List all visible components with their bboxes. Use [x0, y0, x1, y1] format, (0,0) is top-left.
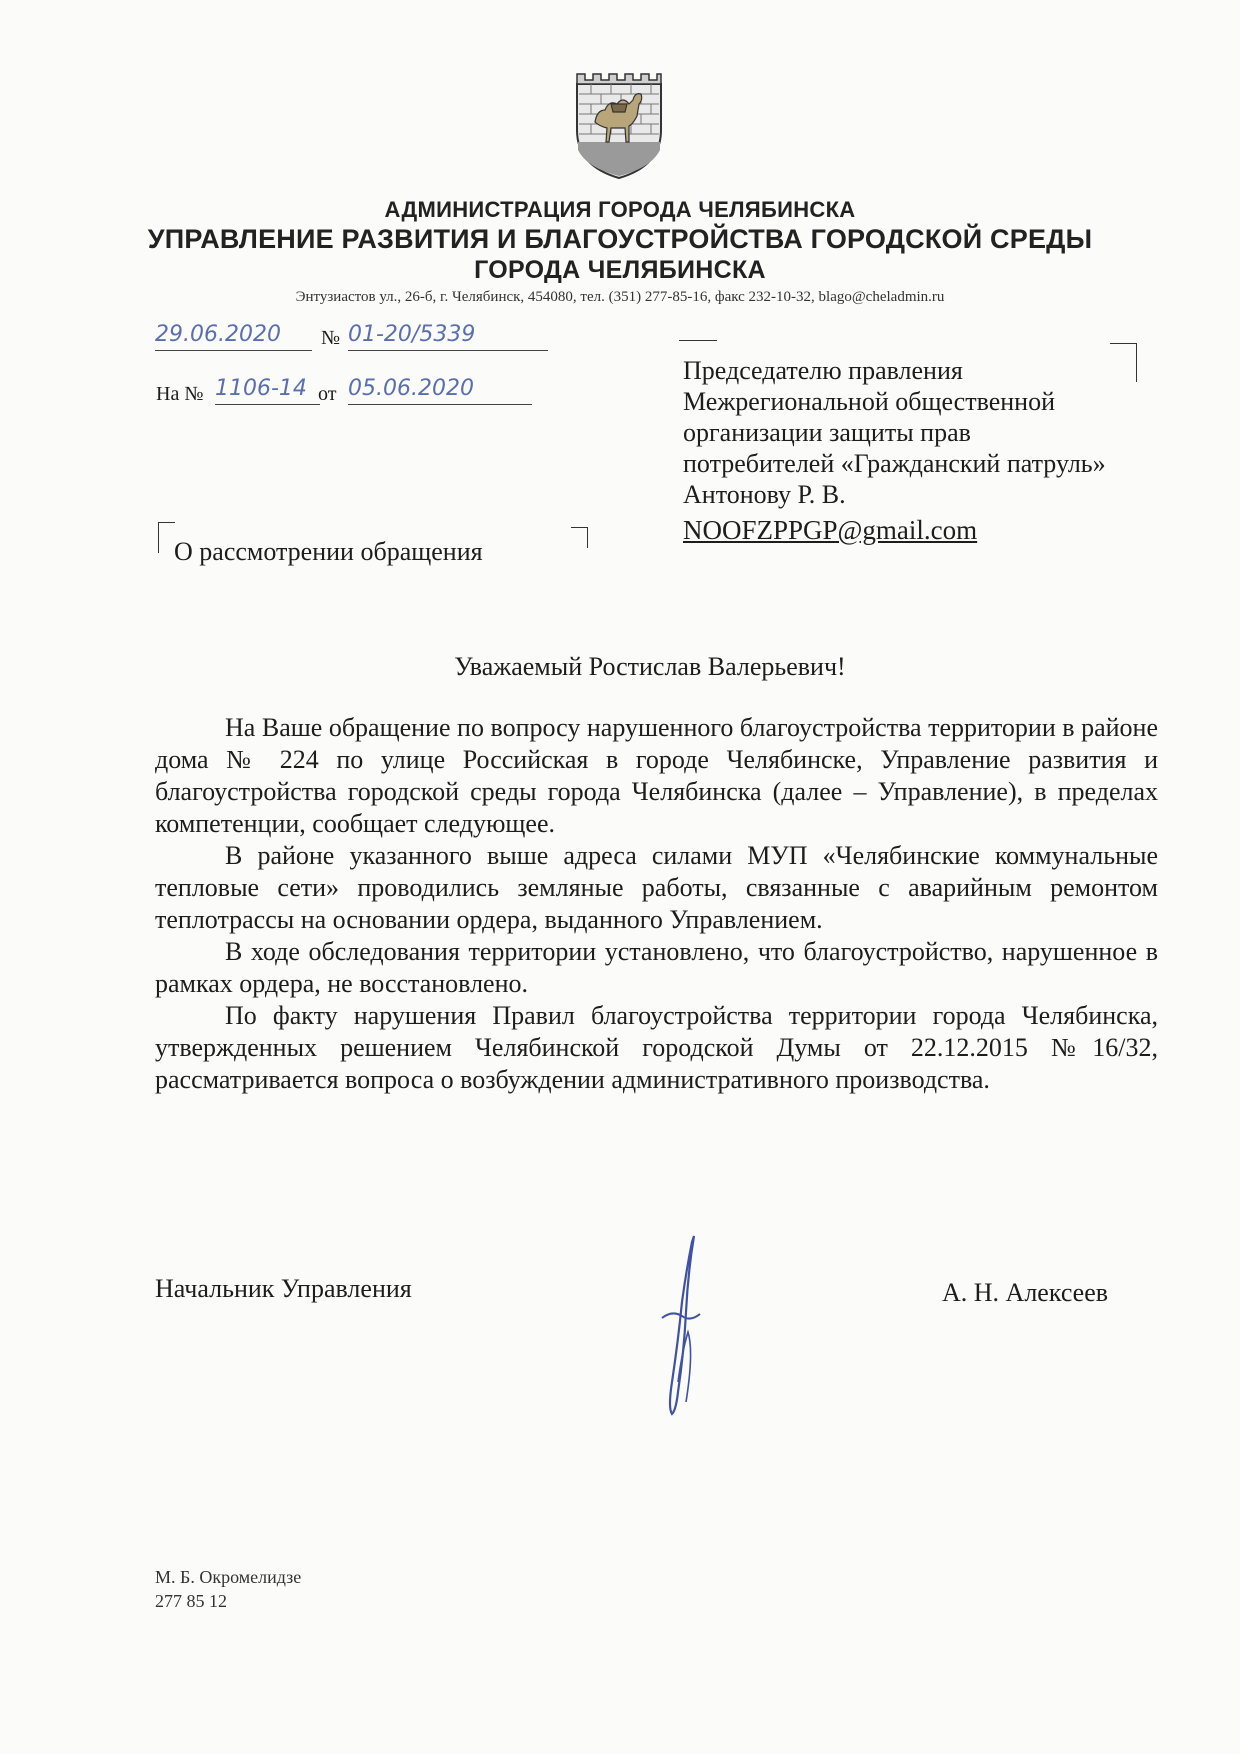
coat-of-arms-emblem — [571, 70, 667, 182]
body-paragraph: На Ваше обращение по вопросу нарушенного благоустройства территории в районе дома № 224 по улице Российская в городе Челябинске, Управление развития и благоустройства городской среды города Челябинска (далее – Управление), в пределах компетенции, сообщает следующее. — [155, 713, 1158, 838]
addressee-line: потребителей «Гражданский патруль» — [683, 449, 1106, 478]
executor-name: М. Б. Окромелидзе — [155, 1567, 302, 1587]
subject-corner-mark-left — [158, 522, 175, 553]
addressee-line: Председателю правления — [683, 356, 963, 385]
registration-number-label: № — [321, 327, 341, 349]
signer-position: Начальник Управления — [155, 1274, 412, 1303]
letter-subject: О рассмотрении обращения — [174, 537, 483, 566]
letter-greeting: Уважаемый Ростислав Валерьевич! — [454, 652, 846, 681]
body-paragraph: По факту нарушения Правил благоустройства территории города Челябинска, утвержденных решением Челябинской городской Думы от 22.12.2015 №16/32, рассматривается вопроса о возбуждении административного производства. — [155, 1001, 1158, 1094]
signer-name: А. Н. Алексеев — [942, 1278, 1109, 1307]
addressee-line: Антонову Р. В. — [683, 480, 846, 509]
letter-body — [155, 712, 1158, 1096]
addressee-corner-mark-left — [679, 340, 717, 341]
addressee-email: NOOFZPPGP@gmail.com — [683, 515, 978, 545]
subject-corner-mark-right — [571, 527, 588, 548]
addressee-corner-mark-right — [1110, 343, 1137, 382]
header-organization-line3: ГОРОДА ЧЕЛЯБИНСКА — [474, 256, 766, 284]
reply-number-label: На № — [156, 383, 204, 405]
addressee-block — [683, 355, 1106, 546]
addressee-line: Межрегиональной общественной — [683, 387, 1055, 416]
handwritten-signature — [648, 1232, 724, 1418]
header-organization-line1: АДМИНИСТРАЦИЯ ГОРОДА ЧЕЛЯБИНСКА — [384, 197, 856, 222]
executor-phone: 277 85 12 — [155, 1591, 227, 1611]
reply-number: 1106-14 — [215, 376, 320, 405]
registration-number: 01-20/5339 — [348, 322, 548, 351]
header-address: Энтузиастов ул., 26-б, г. Челябинск, 454080, тел. (351) 277-85-16, факс 232-10-32, blago@cheladmin.ru — [295, 289, 945, 305]
registration-date: 29.06.2020 — [155, 322, 312, 351]
reply-date-label: от — [318, 383, 337, 405]
body-paragraph: В районе указанного выше адреса силами МУП «Челябинские коммунальные тепловые сети» проводились земляные работы, связанные с аварийным ремонтом теплотрассы на основании ордера, выданного Управлением. — [155, 841, 1158, 934]
body-paragraph: В ходе обследования территории установлено, что благоустройство, нарушенное в рамках ордера, не восстановлено. — [155, 937, 1158, 998]
header-organization-line2: УПРАВЛЕНИЕ РАЗВИТИЯ И БЛАГОУСТРОЙСТВА ГОРОДСКОЙ СРЕДЫ — [147, 224, 1093, 254]
addressee-line: организации защиты прав — [683, 418, 971, 447]
reply-date: 05.06.2020 — [348, 376, 532, 405]
